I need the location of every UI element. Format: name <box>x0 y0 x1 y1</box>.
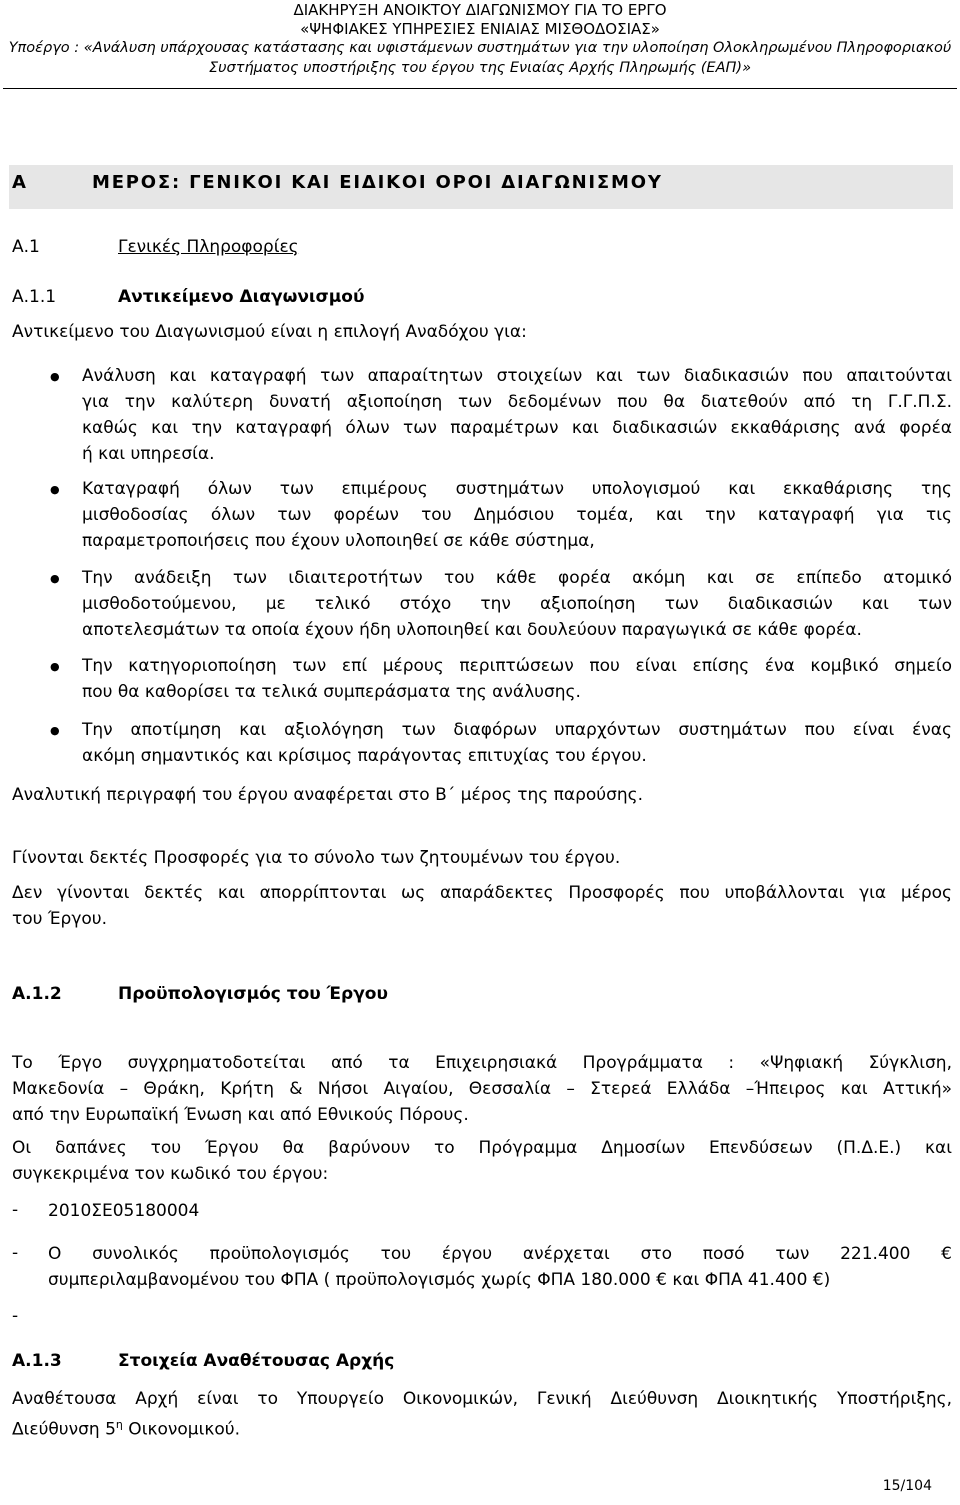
bullet-2-line-3: παραμετροποιήσεις που έχουν υλοποιηθεί σε κάθε σύστημα, <box>82 531 595 551</box>
project-code: 2010ΣΕ05180004 <box>48 1201 200 1221</box>
page-number: 15/104 <box>882 1478 932 1494</box>
bullet-3-line-3: αποτελεσμάτων τα οποία έχουν ήδη υλοποιηθεί και δουλεύουν παραγωγικά σε κάθε φορέα. <box>82 620 862 640</box>
part-title: ΜΕΡΟΣ: ΓΕΝΙΚΟΙ ΚΑΙ ΕΙΔΙΚΟΙ ΟΡΟΙ ΔΙΑΓΩΝΙΣΜΟΥ <box>92 172 663 193</box>
funding-line-3: από την Ευρωπαϊκή Ένωση και από Εθνικούς Πόρους. <box>12 1105 469 1125</box>
document-subtitle: «ΨΗΦΙΑΚΕΣ ΥΠΗΡΕΣΙΕΣ ΕΝΙΑΙΑΣ ΜΙΣΘΟΔΟΣΙΑΣ» <box>300 20 660 38</box>
budget-line-2: συμπεριλαμβανομένου του ΦΠΑ ( προϋπολογισμός χωρίς ΦΠΑ 180.000 € και ΦΠΑ 41.400 €) <box>48 1270 831 1290</box>
funding-line-2: Μακεδονία – Θράκη, Κρήτη & Νήσοι Αιγαίου, Θεσσαλία – Στερεά Ελλάδα –Ήπειρος και Αττική» <box>12 1079 952 1099</box>
bullet-2-line-2: μισθοδοσίας όλων των φορέων του Δημόσιου τομέα, και την καταγραφή για τις <box>82 505 952 525</box>
bullet-icon: ● <box>50 370 60 383</box>
bullet-2-line-1: Καταγραφή όλων των επιμέρους συστημάτων υπολογισμού και εκκαθάρισης της <box>82 479 952 499</box>
header-divider <box>3 88 957 89</box>
section-a1-number: Α.1 <box>12 237 40 257</box>
budget-line-1: Ο συνολικός προϋπολογισμός του έργου ανέρχεται στο ποσό των 221.400 € <box>48 1244 952 1264</box>
bullet-icon: ● <box>50 660 60 673</box>
expenses-line-2: συγκεκριμένα τον κωδικό του έργου: <box>12 1164 329 1184</box>
bullet-icon: ● <box>50 572 60 585</box>
section-a13-number: Α.1.3 <box>12 1351 62 1371</box>
bullet-1-line-3: καθώς και την καταγραφή όλων των παραμέτρων και διαδικασιών εκκαθάρισης ανά φορέα <box>82 418 952 438</box>
section-a11-title: Αντικείμενο Διαγωνισμού <box>118 287 365 307</box>
bullet-5-line-2: ακόμη σημαντικός και κρίσιμος παράγοντας επιτυχίας του έργου. <box>82 746 647 766</box>
bullet-5-line-1: Την αποτίμηση και αξιολόγηση των διαφόρων υπαρχόντων συστημάτων που είναι ένας <box>82 720 952 740</box>
accepted-offers: Γίνονται δεκτές Προσφορές για το σύνολο των ζητουμένων του έργου. <box>12 848 621 868</box>
bullet-1-line-2: για την καλύτερη δυνατή αξιοποίηση των δεδομένων που θα διατεθούν από τη Γ.Γ.Π.Σ. <box>82 392 952 412</box>
section-a11-number: Α.1.1 <box>12 287 57 307</box>
expenses-line-1: Οι δαπάνες του Έργου θα βαρύνουν το Πρόγραμμα Δημοσίων Επενδύσεων (Π.Δ.Ε.) και <box>12 1138 952 1158</box>
section-a12-title: Προϋπολογισμός του Έργου <box>118 984 388 1004</box>
rejected-offers-line-2: του Έργου. <box>12 909 108 929</box>
bullet-3-line-1: Την ανάδειξη των ιδιαιτεροτήτων του κάθε φορέα ακόμη και σε επίπεδο ατομικό <box>82 568 952 588</box>
dash-marker: - <box>12 1200 19 1220</box>
subproject-line-2: Συστήματος υποστήριξης του έργου της Ενιαίας Αρχής Πληρωμής (ΕΑΠ)» <box>208 60 752 76</box>
ordinal-superscript: η <box>115 1418 123 1431</box>
bullet-4-line-1: Την κατηγοριοποίηση των επί μέρους περιπτώσεων που είναι επίσης ένα κομβικό σημείο <box>82 656 952 676</box>
authority-line-2 <box>12 1412 952 1443</box>
section-a1-title: Γενικές Πληροφορίες <box>118 237 299 257</box>
part-letter: Α <box>12 172 26 193</box>
subproject-line-1: Υποέργο : «Ανάλυση υπάρχουσας κατάστασης και υφιστάμενων συστημάτων για την υλοποίηση Ολοκληρωμένου Πληροφοριακού <box>8 40 952 56</box>
dash-marker: - <box>12 1243 19 1263</box>
funding-line-1: Το Έργο συγχρηματοδοτείται από τα Επιχειρησιακά Προγράμματα : «Ψηφιακή Σύγκλιση, <box>12 1053 952 1073</box>
section-a13-title: Στοιχεία Αναθέτουσας Αρχής <box>118 1351 395 1371</box>
document-title: ΔΙΑΚΗΡΥΞΗ ΑΝΟΙΚΤΟΥ ΔΙΑΓΩΝΙΣΜΟΥ ΓΙΑ ΤΟ ΕΡΓΟ <box>293 1 667 19</box>
authority-department: Οικονομικού. <box>122 1419 240 1440</box>
bullet-3-line-2: μισθοδοτούμενου, με τελικό στόχο την αξιοποίηση των διαδικασιών και των <box>82 594 952 614</box>
authority-line-1: Αναθέτουσα Αρχή είναι το Υπουργείο Οικονομικών, Γενική Διεύθυνση Διοικητικής Υποστήριξης, <box>12 1389 952 1409</box>
bullet-4-line-2: που θα καθορίσει τα τελικά συμπεράσματα της ανάλυσης. <box>82 682 581 702</box>
bullet-1-line-1: Ανάλυση και καταγραφή των απαραίτητων στοιχείων και των διαδικασιών που απαιτούνται <box>82 366 952 386</box>
detail-reference: Αναλυτική περιγραφή του έργου αναφέρεται στο Β΄ μέρος της παρούσης. <box>12 785 644 805</box>
dash-marker: - <box>12 1306 19 1326</box>
section-a11-intro: Αντικείμενο του Διαγωνισμού είναι η επιλογή Αναδόχου για: <box>12 322 527 342</box>
rejected-offers-line-1: Δεν γίνονται δεκτές και απορρίπτονται ως απαράδεκτες Προσφορές που υποβάλλονται για μέρος <box>12 883 952 903</box>
bullet-icon: ● <box>50 483 60 496</box>
authority-directorate: Διεύθυνση 5 <box>12 1419 116 1440</box>
section-a12-number: Α.1.2 <box>12 984 62 1004</box>
bullet-icon: ● <box>50 724 60 737</box>
bullet-1-line-4: ή και υπηρεσία. <box>82 444 215 464</box>
